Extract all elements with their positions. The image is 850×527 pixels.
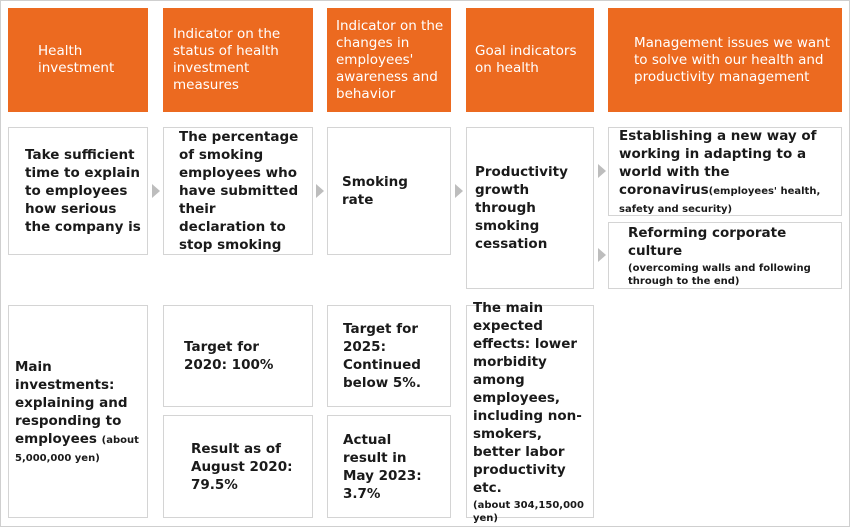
header-management-issues-text: Management issues we want to solve with our health and productivity management — [634, 34, 831, 85]
investment-explanation-text: Take sufficient time to explain to employees how serious the company is — [25, 147, 141, 235]
expected-effects-text: The main expected effects: lower morbidity among employees, including non-smokers, better labor productivity etc. — [473, 299, 582, 496]
expected-effects-note: (about 304,150,000 yen) — [473, 499, 584, 524]
header-goal-indicators-text: Goal indicators on health — [475, 43, 577, 76]
productivity-growth-box — [466, 127, 594, 289]
header-health-investment-text: Health investment — [38, 43, 115, 76]
investment-explanation-box — [8, 127, 148, 255]
declaration-percentage-box — [163, 127, 313, 255]
header-management-issues — [608, 8, 842, 112]
result-august-2020-text: Result as of August 2020: 79.5% — [191, 440, 293, 493]
corporate-culture-box — [608, 222, 842, 289]
target-2020-box — [163, 305, 313, 407]
arrow-1 — [152, 184, 160, 198]
result-august-2020-box — [163, 415, 313, 518]
target-2025-box — [327, 305, 451, 407]
main-investments-box — [8, 305, 148, 518]
corporate-culture-text: Reforming corporate culture — [628, 224, 787, 259]
header-indicator-changes-text: Indicator on the changes in employees' awareness and behavior — [336, 17, 444, 102]
declaration-percentage-text: The percentage of smoking employees who have submitted their declaration to stop smoking — [179, 129, 299, 253]
arrow-2 — [316, 184, 324, 198]
header-indicator-status — [163, 8, 313, 112]
smoking-rate-box — [327, 127, 451, 255]
arrow-3 — [455, 184, 463, 198]
main-investments-note: (about 5,000,000 yen) — [15, 434, 139, 464]
header-indicator-changes — [327, 8, 451, 112]
productivity-growth-text: Productivity growth through smoking cessation — [475, 164, 568, 252]
target-2025-text: Target for 2025: Continued below 5%. — [343, 321, 421, 391]
main-investments-text: Main investments: explaining and responding to employees — [15, 358, 128, 447]
expected-effects-box — [466, 299, 594, 524]
new-way-of-working-text: Establishing a new way of working in adapting to a world with the coronavirus — [619, 127, 817, 198]
header-goal-indicators — [466, 8, 594, 112]
corporate-culture-note: (overcoming walls and following through to the end) — [628, 262, 811, 287]
arrow-5 — [598, 248, 606, 262]
header-indicator-status-text: Indicator on the status of health investment measures — [173, 26, 281, 93]
smoking-rate-text: Smoking rate — [342, 174, 408, 208]
header-health-investment — [8, 8, 148, 112]
new-way-of-working-note: (employees' health, safety and security) — [619, 185, 821, 215]
new-way-of-working-box — [608, 127, 842, 216]
target-2020-text: Target for 2020: 100% — [184, 339, 274, 373]
actual-result-2023-box — [327, 415, 451, 518]
actual-result-2023-text: Actual result in May 2023: 3.7% — [343, 431, 422, 502]
arrow-4 — [598, 164, 606, 178]
